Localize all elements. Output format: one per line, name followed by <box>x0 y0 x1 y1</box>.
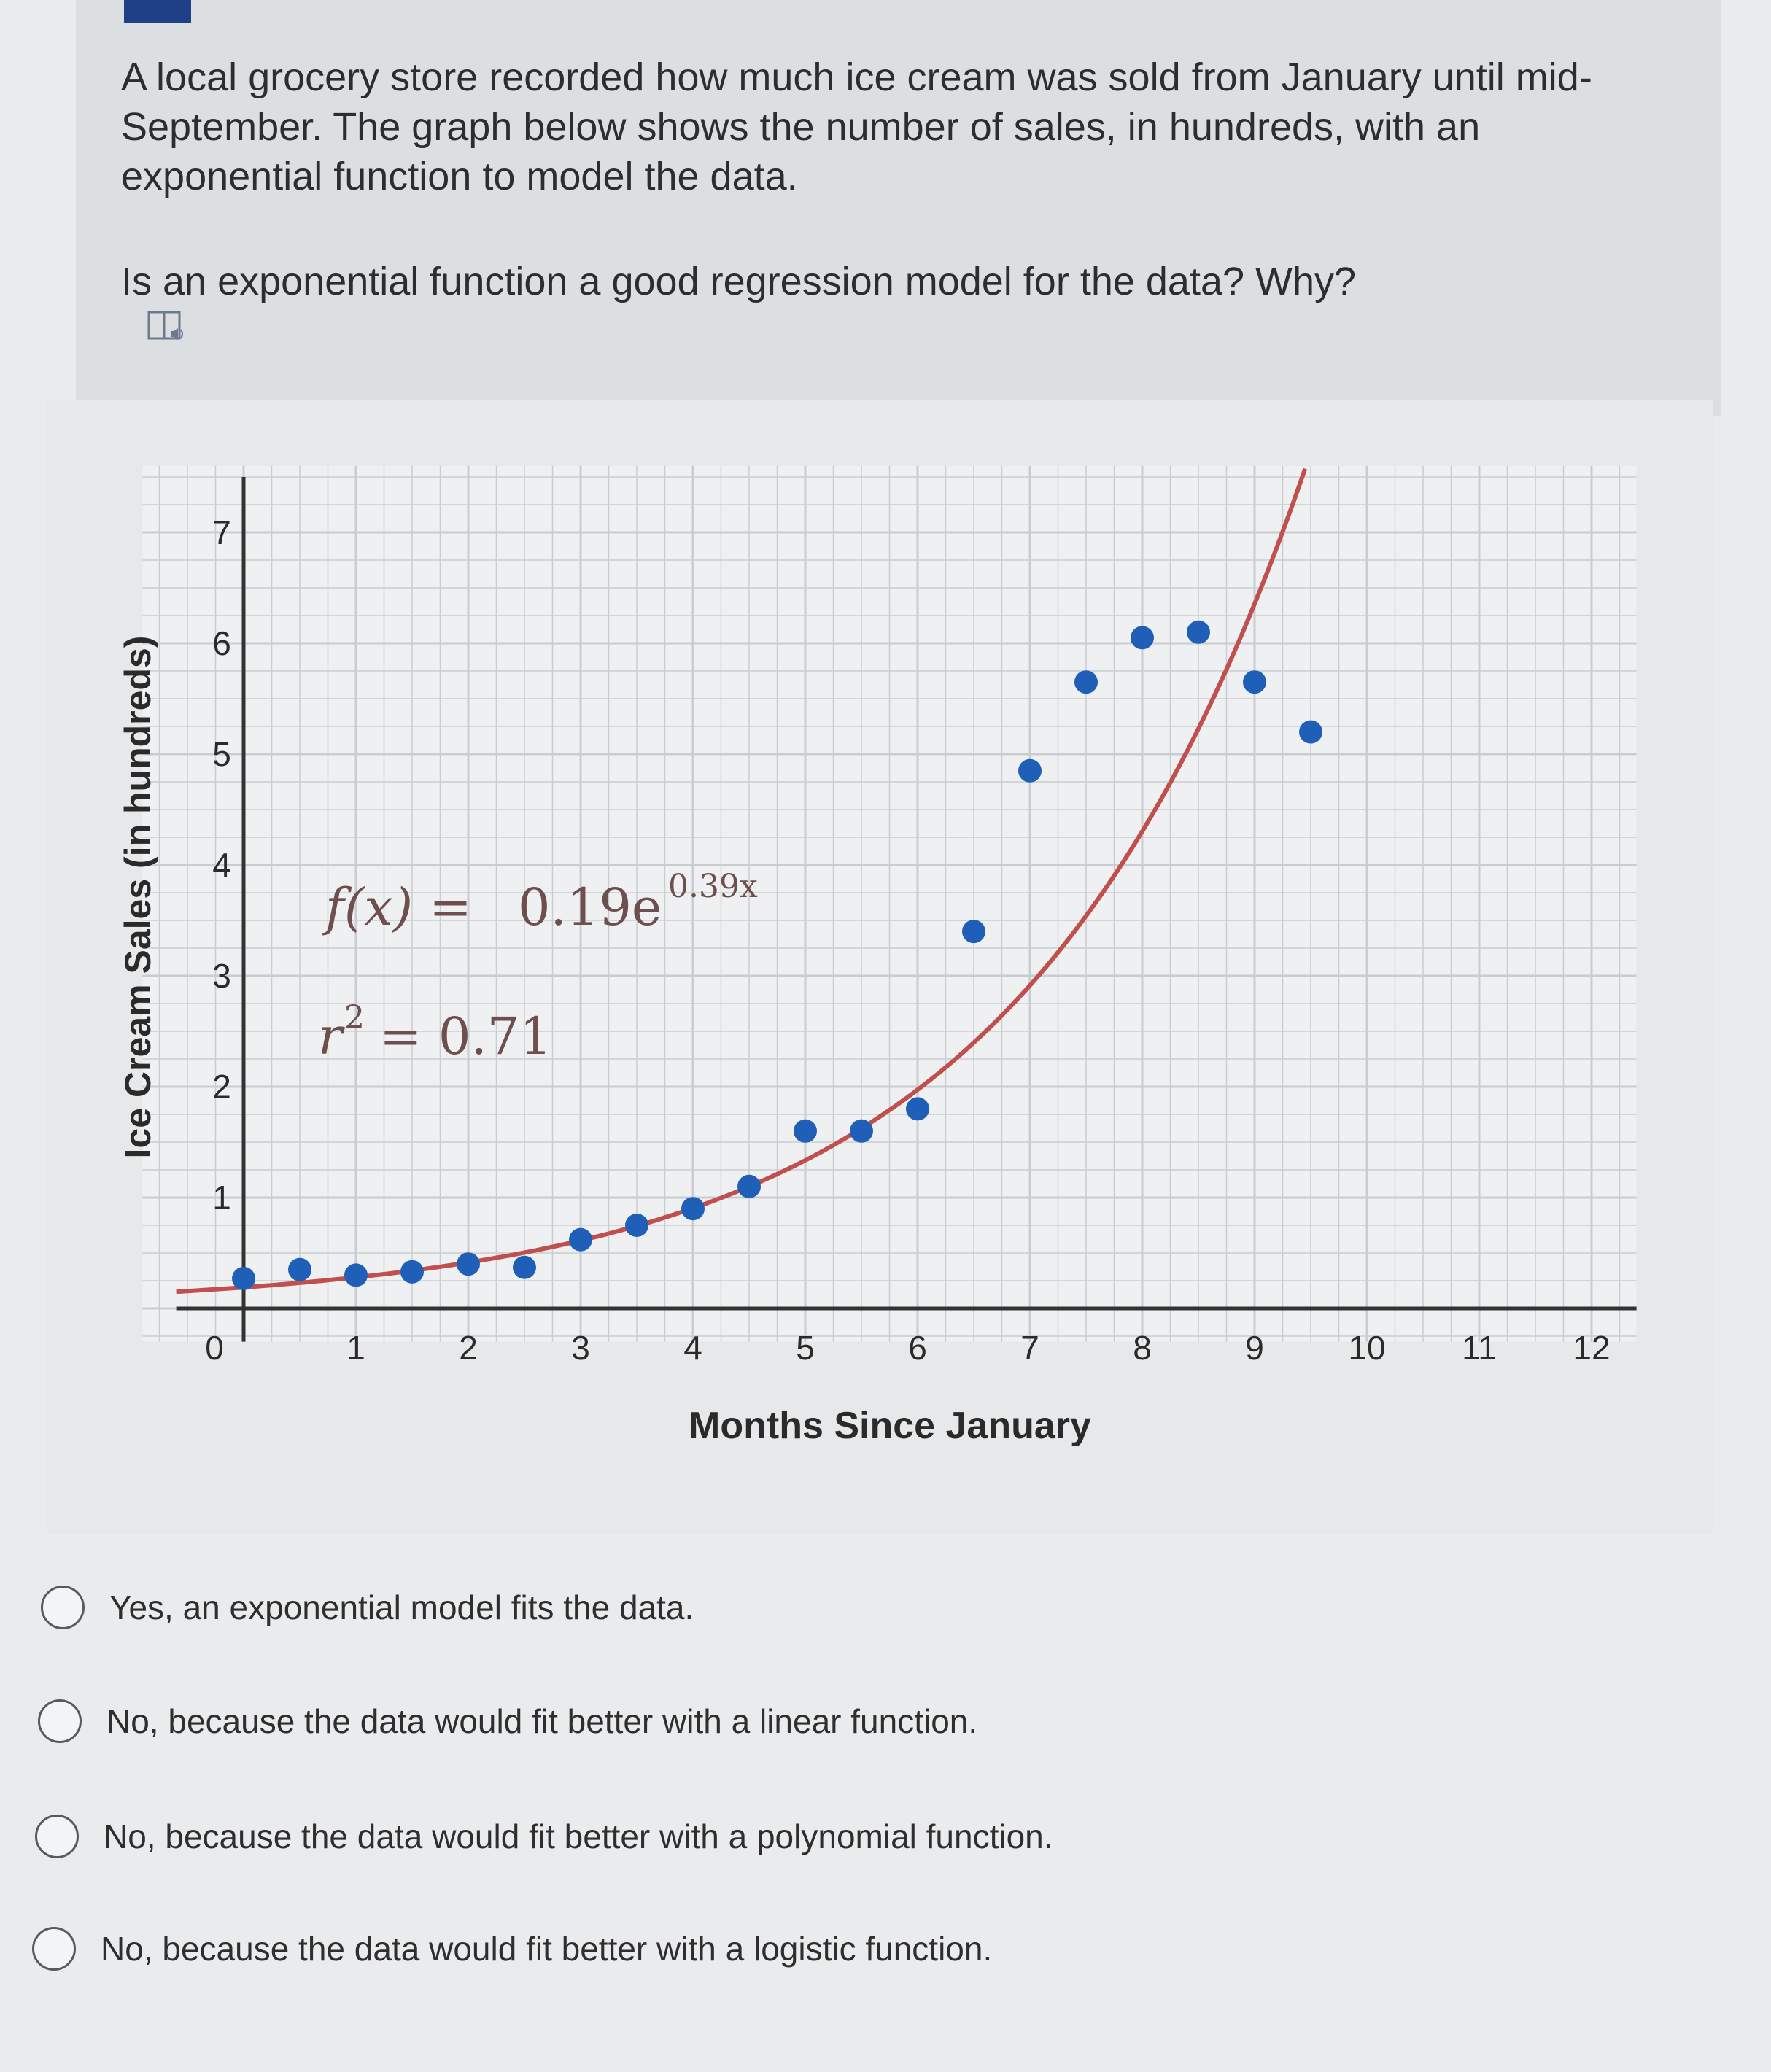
choice-a[interactable] <box>41 1586 694 1629</box>
r-squared-power: 2 <box>344 999 365 1036</box>
x-tick-label: 12 <box>1573 1329 1611 1367</box>
data-point <box>288 1258 311 1281</box>
x-tick-label: 11 <box>1462 1329 1497 1367</box>
data-point <box>1131 626 1154 649</box>
data-point <box>457 1252 480 1276</box>
data-point <box>850 1120 873 1143</box>
radio-button[interactable] <box>38 1699 82 1743</box>
data-point <box>681 1197 705 1220</box>
data-point <box>1187 621 1210 644</box>
data-point <box>737 1175 761 1198</box>
data-point <box>1018 759 1042 783</box>
question-stem: A local grocery store recorded how much ice cream was sold from January until mid-September. The graph below shows the number of sales, in hundreds, with an exponential function to model the data. <box>121 55 1592 198</box>
radio-button[interactable] <box>32 1927 76 1971</box>
choice-c[interactable] <box>35 1815 1053 1858</box>
equation-exponent: 0.39x <box>668 868 758 905</box>
x-tick-label: 5 <box>796 1329 815 1367</box>
r-squared-value: = 0.71 <box>379 1006 552 1066</box>
x-tick-label: 2 <box>459 1329 478 1367</box>
y-tick-label: 2 <box>212 1068 231 1106</box>
scatter-chart <box>47 400 1713 1534</box>
r-squared-symbol: r <box>318 1006 343 1066</box>
x-tick-label: 8 <box>1133 1329 1152 1367</box>
choice-label: No, because the data would fit better with a polynomial function. <box>104 1817 1053 1855</box>
y-tick-label: 5 <box>212 735 231 773</box>
data-point <box>906 1097 929 1120</box>
choice-b[interactable] <box>38 1699 977 1743</box>
data-point <box>794 1120 817 1143</box>
equation-coefficient: 0.19e <box>518 877 662 937</box>
y-tick-label: 4 <box>212 846 231 884</box>
choice-label: No, because the data would fit better with a linear function. <box>106 1702 978 1740</box>
equation-lhs: f(x) = <box>325 877 472 937</box>
y-tick-label: 6 <box>212 624 231 662</box>
x-axis-label: Months Since January <box>689 1405 1091 1447</box>
question-number-badge <box>124 0 191 23</box>
x-tick-label: 10 <box>1348 1329 1386 1367</box>
x-tick-label: 3 <box>571 1329 590 1367</box>
choice-label: No, because the data would fit better with a logistic function. <box>101 1930 993 1968</box>
x-tick-label: 1 <box>346 1329 365 1367</box>
question-prompt: Is an exponential function a good regression model for the data? Why? <box>121 260 1357 303</box>
data-point <box>962 920 985 943</box>
x-tick-label: 6 <box>908 1329 927 1367</box>
y-tick-label: 3 <box>212 957 231 995</box>
data-point <box>1243 670 1266 694</box>
data-point <box>344 1263 368 1287</box>
data-point <box>400 1260 424 1284</box>
x-tick-label: 7 <box>1020 1329 1039 1367</box>
x-tick-label: 4 <box>683 1329 702 1367</box>
x-tick-label: 0 <box>205 1329 224 1367</box>
data-point <box>569 1228 592 1252</box>
data-point <box>625 1214 648 1237</box>
choice-label: Yes, an exponential model fits the data. <box>109 1588 694 1626</box>
graph-card <box>47 400 1713 1534</box>
radio-button[interactable] <box>35 1815 79 1858</box>
text-to-speech-icon[interactable] <box>146 309 190 346</box>
data-point <box>1074 670 1098 694</box>
y-axis-label: Ice Cream Sales (in hundreds) <box>117 635 158 1159</box>
y-tick-label: 1 <box>212 1179 231 1217</box>
y-tick-label: 7 <box>212 513 231 551</box>
data-point <box>232 1267 255 1290</box>
data-point <box>513 1256 536 1279</box>
x-tick-label: 9 <box>1245 1329 1264 1367</box>
choice-d[interactable] <box>32 1927 992 1971</box>
data-point <box>1299 721 1322 744</box>
radio-button[interactable] <box>41 1586 85 1629</box>
